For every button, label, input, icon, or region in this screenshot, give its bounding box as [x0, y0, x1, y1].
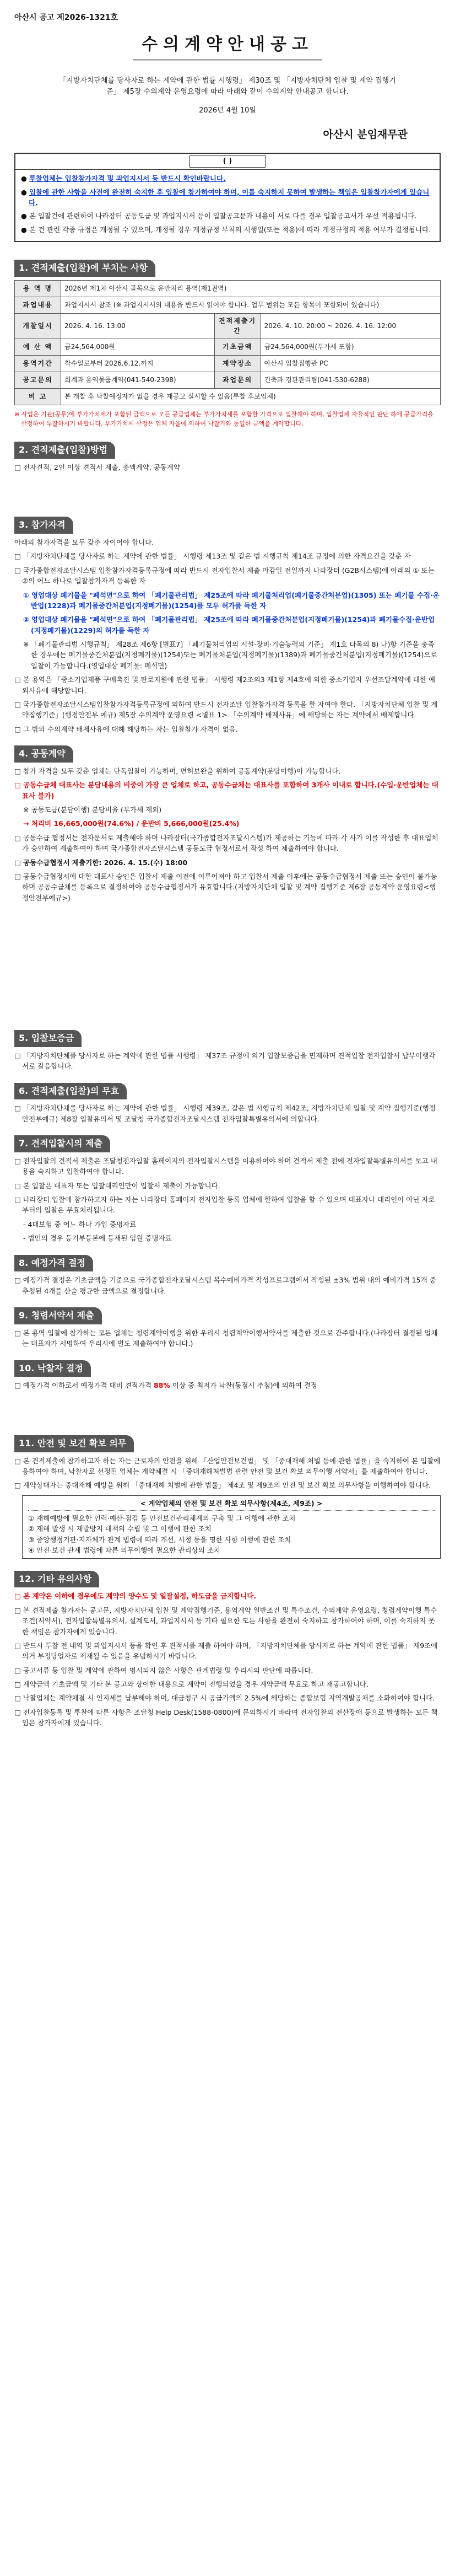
intro-text: 「지방자치단체를 당사자로 하는 계약에 관한 법률 시행령」 제30조 및 「지방자치단체 입찰 및 계약 집행기준」 제5장 수의계약 운영요령에 따라 아래와 같이 수의계약 안내공고 합니다.: [59, 77, 396, 96]
section-title: 3. 참가자격: [14, 517, 73, 534]
section-title: 12. 기타 유의사항: [14, 1571, 99, 1588]
table-row: 용역기간 착수일로부터 2026.6.12.까지 계약장소 아산시 입찰집행관 PC: [15, 356, 441, 372]
section-text: □ 「지방자치단체를 당사자로 하는 계약에 관한 법률」 시행령 제39조, 같은 법 시행규칙 제42조, 지방자치단체 입찰 및 계약 집행기준(행정안전부예규) 제8장 입찰유의서 및 조달청 국가종합전자조달시스템 전자입찰특별유의서에 의합니다.: [14, 1104, 436, 1123]
section-text: ① 영업대상 폐기물을 "폐석면"으로 하여 「폐기물관리법」 제25조에 따라 폐기물처리업(폐기물중간처분업)(1305) 또는 폐기물 수집·운반업(1228)과 폐기물중간처분업(지정폐기물)(1254)를 모두 허가를 득한 자: [23, 591, 440, 610]
section-title: 9. 청렴서약서 제출: [14, 1307, 102, 1324]
section-title: 7. 견적입찰시의 제출: [14, 1135, 110, 1152]
section-text: □ 국가종합전자조달시스템 입찰참가자격등록규정에 따라 반드시 전자입찰서 제출 마감일 전일까지 나라장터 (G2B시스템)에 아래의 ① 또는 ②의 어느 하나로 입찰참가자격 등록한 자: [14, 566, 435, 586]
section-text: □ 본 계약은 이하에 경우에도 계약의 양수도 및 일괄설정, 하도급을 금지합니다.: [14, 1592, 257, 1601]
note-item: ● 입찰에 관한 사항을 사전에 완전히 숙지한 후 입찰에 참가하여야 하며, 이를 숙지하지 못하여 발생하는 책임은 입찰참가자에게 있습니다.: [21, 187, 430, 207]
table-row: 개찰일시 2026. 4. 16. 13:00 견적제출기간 2026. 4. 10. 20:00 ~ 2026. 4. 16. 12:00: [15, 313, 441, 339]
table-row: 공고문의 회계과 용역물품계약(041-540-2398) 과업문의 건축과 경관관리팀(041-530-6288): [15, 372, 441, 389]
section-text: □ 전자입찰등록 및 투찰에 따른 사항은 조달청 Help Desk(1588-0800)에 문의하시기 바라며 전자입찰의 전산장애 등으로 발생하는 모든 책임은 참가자에게 있습니다.: [14, 1708, 438, 1727]
section-text: □ 계약상대자는 중대재해 예방을 위해 「중대재해 처벌에 관한 법률」 제4조 및 제9조의 안전 및 보건 확보 의무사항을 이행하여야 합니다.: [14, 1481, 431, 1490]
table-row: 예 산 액 금24,564,000원 기초금액 금24,564,000원(부가세 포함): [15, 339, 441, 356]
section-text: □ 예정가격 이하로서 예정가격 대비 견적가격 88% 이상 중 최저가 낙찰(동점시 추첨)에 의하여 결정: [14, 1381, 317, 1390]
list-item: ③ 중앙행정기관·지자체가 관계 법령에 따라 개선, 시정 등을 명한 사항 이행에 관한 조치: [28, 1535, 291, 1544]
title-wrap: [14, 32, 441, 62]
section-title: 8. 예정가격 결정: [14, 1255, 93, 1272]
safety-box: [22, 1495, 441, 1559]
section-text: □ 「지방자치단체를 당사자로 하는 계약에 관한 법률 시행령」 제37조 규정에 의거 입찰보증금을 면제하며 견적입찰 전자입찰서 납부이행각서로 갈음합니다.: [14, 1051, 436, 1071]
section-text: □ 전자입찰의 견적서 제출은 조달청전자입찰 홈페이지의 전자입찰시스템을 이용하여야 하며 견적서 제출 전에 전자입찰특별유의서를 보고 내용을 숙지하고 입찰하여야 합니다.: [14, 1156, 437, 1176]
section-text: - 4대보험 중 어느 하나 가입 증명자료: [23, 1220, 137, 1228]
section-title: 1. 견적제출(입찰)에 부치는 사항: [14, 260, 155, 277]
notes-head: ( ): [15, 154, 440, 170]
award-rate: 88%: [154, 1381, 170, 1390]
list-item: ② 재해 발생 시 재발방지 대책의 수립 및 그 이행에 관한 조치: [28, 1525, 212, 1533]
section-text: □ 국가종합전자조달시스템입찰참가자격등록규정에 의하여 반드시 전자조달 입찰참가자격 등록을 한 자여야 한다. 「지방자치단체 입찰 및 계약집행기준」(행정안전부 예규) 제5장 수의계약 운영요령 <별표 1> 「수의계약 배제사유」에 해당하는 자는 계약에서 배제합니다.: [14, 700, 438, 720]
section-text: □ 참가 자격을 모두 갖춘 업체는 단독입찰이 가능하며, 면허보완을 위하여 공동계약(분담이행)이 가능합니다.: [14, 766, 341, 775]
notes-box: [14, 153, 441, 242]
table-row: 과업내용 과업지시서 참조 (※ 과업지시서의 내용을 반드시 읽어야 합니다. 업무 범위는 모든 항목이 포함되어 있습니다): [15, 297, 441, 313]
section-text: □ 본 견적제출 참가자는 공고문, 지방자치단체 입찰 및 계약집행기준, 용역계약 일반조건 및 특수조건, 수의계약 운영요령, 청렴계약이행 특수조건(서약서), 전자입찰특별유의서, 설계도서, 과업지시서 등 기타 필요한 모든 사항을 완전히 숙지하고 참가하여야 하며, 이를 숙지하지 못한 책임은 참가자에게 있습니다.: [14, 1606, 437, 1636]
note-item: ● 본 건 관련 각종 규정은 개정될 수 있으며, 개정될 경우 개정규정 부칙의 시행일(또는 적용)에 따라 개정규정의 적용 여부가 결정됩니다.: [21, 225, 431, 234]
section-text: ※ 공동도급(분담이행) 분담비율 (부가세 제외): [23, 806, 162, 814]
section-text: □ 본 견적제출에 참가하고자 하는 자는 근로자의 안전을 위해 「산업안전보건법」 및 「중대재해 처벌 등에 관한 법률」을 숙지하여 본 입찰에 응하여야 하며, 낙찰자로 선정된 업체는 계약체결 시 「중대재해처벌법 관련 안전 및 보건 확보 의무이행 서약서」를 제출하여야 합니다.: [14, 1456, 441, 1475]
section-title: 6. 견적제출(입찰)의 무효: [14, 1083, 127, 1100]
section-text: 아래의 참가자격을 모두 갖춘 자이어야 합니다.: [14, 538, 154, 547]
issuer: 아산시 분임재무관: [323, 128, 408, 141]
section-text: □ 반드시 투찰 전 내역 및 과업지시서 등을 확인 후 견적서를 제출 하여야 하며, 「지방자치단체를 당사자로 하는 계약에 관한 법률」 제9조에 의거 부정당업자로 제재될 수 있음을 유념하시기 바랍니다.: [14, 1641, 438, 1661]
list-item: ④ 안전·보건 관계 법령에 따른 의무이행에 필요한 관리상의 조치: [28, 1546, 220, 1555]
section-text: □ 공고서류 등 입찰 및 계약에 관하여 명시되지 않은 사항은 관계법령 및 우리시의 판단에 따릅니다.: [14, 1666, 313, 1675]
section-text: □ 계약금액 기초금액 및 기타 본 공고와 상이한 내용으로 계약이 진행되었을 경우 계약금액 무효로 하고 재공고합니다.: [14, 1680, 369, 1689]
section-text: □ 공동수급 협정서는 전자문서로 제출해야 하며 나라장터(국가종합전자조달시스템)가 제공하는 기능에 따라 각 사가 이를 작성한 후 대표업체가 승인하여 제출하여야 하며 국가종합전자조달시스템 공동도급 협정서로서 작성 하여 제출하여야 합니다.: [14, 833, 438, 853]
section-title: 4. 공동계약: [14, 745, 73, 763]
section-text: ② 영업대상 폐기물을 "폐석면"으로 하여 「폐기물관리법」 제25조에 따라 폐기물중간처분업(지정폐기물)(1254)과 폐기물수집·운반업(지정폐기물)(1229)의 허가를 득한 자: [23, 615, 435, 635]
blank-gap: [14, 906, 441, 1022]
section-text: □ 나라장터 입찰에 참가하고자 하는 자는 나라장터 홈페이지 전자입찰 등록 업체에 한하여 입찰을 할 수 있으며 대표자나 대리인이 아닌 자로부터의 입찰은 무효처리됩니다.: [14, 1195, 435, 1215]
section-title: 2. 견적제출(입찰)방법: [14, 442, 115, 459]
section-title: 5. 입찰보증금: [14, 1030, 82, 1047]
notice-number: 아산시 공고 제2026-1321호: [14, 13, 118, 22]
section-text: □ 공동수급체 대표사는 분담내용의 비중이 가장 큰 업체로 하고, 공동수급체는 대표사를 포함하여 3개사 이내로 합니다.(수입·운반업체는 대표사 불가): [14, 781, 438, 800]
table-row: 용 역 명 2026년 제1차 아산시 골목으로 운반처리 용역(제1권역): [15, 280, 441, 297]
table-note: ※ 사업은 기관(공무)에 부가가치세가 포함된 금액으로 모든 공급업체는 부가가치세를 포함한 가격으로 입찰해야 하며, 입찰업체 자율적인 판단 하에 공급가격을 산정하여 투찰하시기 바랍니다. 부가가치세 산정은 업체 자율에 의하여 낙찰가와 동일한 금액을 계약합니다.: [14, 411, 434, 428]
notes-body: [15, 170, 440, 241]
table-row: 비 고 본 개찰 후 낙찰예정자가 없을 경우 재공고 실시할 수 있음(투찰 후보업체): [15, 389, 441, 405]
page-title: 수의계약안내공고: [133, 32, 322, 62]
section-title: 10. 낙찰자 결정: [14, 1360, 91, 1377]
section-text: □ 전자견적, 2인 이상 견적서 제출, 총액계약, 공동계약: [14, 463, 180, 471]
section-title: 11. 안전 및 보건 확보 의무: [14, 1435, 134, 1452]
section-text: □ 본 용역 입찰에 참가하는 모든 업체는 청렴계약이행을 위한 우리시 청렴계약이행서약서를 제출한 것으로 간주합니다.(나라장터 결정된 업체는 대표자가 서명하여 우리시에 별도 제출하여야 합니다.): [14, 1328, 438, 1348]
safety-box-head: < 계약업체의 안전 및 보건 확보 의무사항(제4조, 제9조) >: [28, 1498, 435, 1511]
section-text: □ 공동수급협정서 제출기한: 2026. 4. 15.(수) 18:00: [14, 858, 188, 867]
section-text: □ 그 밖의 수의계약 배제사유에 대해 해당하는 자는 입찰참가 자격이 없음.: [14, 724, 238, 733]
notice-date: 2026년 4월 10일: [199, 106, 256, 115]
section-text: □ 예정가격 결정은 기초금액을 기준으로 국가종합전자조달시스템 복수예비가격 작성프로그램에서 작성된 ±3% 범위 내의 예비가격 15개 중 추첨된 4개를 산술 평균한 금액으로 결정합니다.: [14, 1276, 436, 1295]
note-item: ● 본 입찰건에 관련하여 나라장터 공동도급 및 과업지시서 등이 입찰공고문과 내용이 서로 다를 경우 입찰공고서가 우선 적용됩니다.: [21, 212, 417, 221]
section-text: □ 본 입찰은 대표자 또는 입찰대리인만이 입찰서 제출이 가능합니다.: [14, 1181, 220, 1190]
section-text: □ 공동수급협정서에 대한 대표사 승인은 입찰서 제출 이전에 이루어져야 하고 입찰서 제출 이후에는 공동수급협정서 제출 또는 승인이 불가능하며 공동수급체를 등록으로 결정하여야 공동수급협정서가 유효합니다.(지방자치단체 입찰 및 계약 집행기준 제6장 공동계약 운영요령<행정안전부예규>): [14, 872, 437, 902]
section-text: → 처리비 16,665,000원(74.6%) / 운반비 5,666,000원(25.4%): [23, 819, 240, 828]
list-item: ① 재해예방에 필요한 인력·예산·점검 등 안전보건관리체계의 구축 및 그 이행에 관한 조치: [28, 1514, 296, 1523]
section-text: □ 낙찰업체는 계약체결 시 인지세를 납부해야 하며, 대금청구 시 공급가액의 2.5%에 해당하는 종합보험 지역개발공채를 소화하여야 합니다.: [14, 1694, 435, 1703]
section-text: □ 본 용역은 「중소기업제품 구매촉진 및 판로지원에 관한 법률」 시행령 제2조의3 제1항 제4호에 의한 중소기업자 우선조달계약에 대한 예외사유에 해당합니다.: [14, 675, 436, 695]
info-table: [14, 280, 441, 405]
blank-gap: [14, 1394, 441, 1427]
section-text: □ 「지방자치단체를 당사자로 하는 계약에 관한 법률」 시행령 제13조 및 같은 법 시행규칙 제14조 규정에 의한 자격요건을 갖춘 자: [14, 552, 411, 561]
note-item: ● 투찰업체는 입찰참가자격 및 과업지시서 등 반드시 확인바랍니다.: [21, 174, 226, 183]
blank-gap: [14, 476, 441, 509]
section-text: - 법인의 경우 등기부등본에 등재된 임원 증명자료: [23, 1234, 172, 1243]
section-text: ※ 「폐기물관리법 시행규칙」 제28조 제6항 [별표7] 「폐기물처리업의 시설·장비·기술능력의 기준」 제1호 다목의 8) 나)항 기준을 충족한 경우에는 폐기물중간처분업(지정폐기물)(1254)또는 폐기물처분업(지정폐기물)(1389)과 폐기물중간처분업(지정폐기물)(1254)으로 입찰이 가능합니다.(영업대상 폐기물: 폐석면): [23, 640, 437, 670]
